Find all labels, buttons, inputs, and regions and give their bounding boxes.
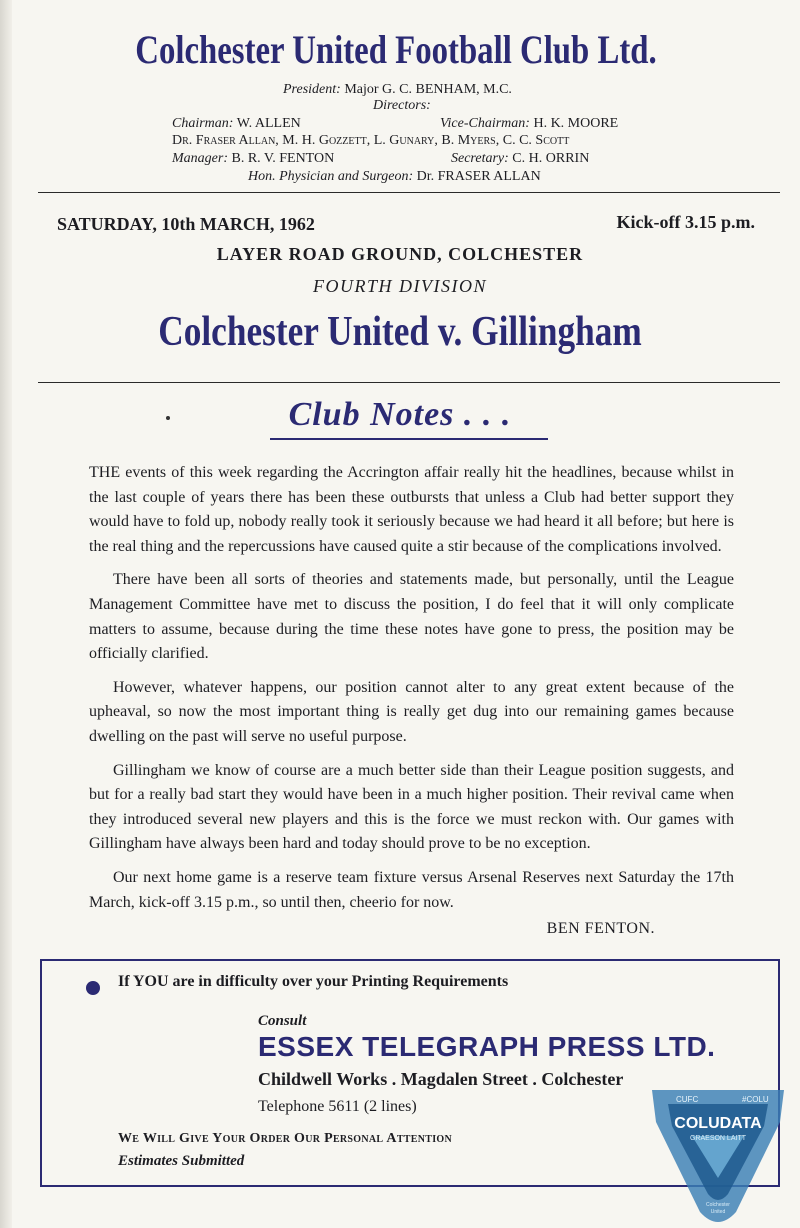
match-date: SATURDAY, 10th MARCH, 1962: [57, 214, 315, 234]
bullet-icon: [86, 981, 100, 995]
watermark-tr-text: #COLU: [742, 1095, 769, 1104]
manager-label: Manager:: [172, 151, 228, 166]
fixture-divider: [38, 382, 780, 383]
notes-paragraph: Gillingham we know of course are a much better side than their League position suggests, and but for a really bad start they would have been in a much higher position. Their revival came when they introduced several new players and this is the force we must reckon with. Our games with Gillingham have always been hard and today should prove to be no exception.: [89, 761, 734, 853]
directors-label: Directors:: [373, 98, 431, 113]
advert-address: Childwell Works . Magdalen Street . Colchester: [258, 1069, 624, 1089]
chairman-line: [172, 116, 301, 132]
advert-order-line: We Will Give Your Order Our Personal Attention: [118, 1131, 453, 1146]
club-notes-heading: Club Notes . . .: [288, 396, 512, 433]
kickoff-time: Kick-off 3.15 p.m.: [616, 212, 755, 232]
physician-name: Dr. FRASER ALLAN: [416, 169, 541, 184]
secretary-label: Secretary:: [451, 151, 509, 166]
notes-signoff: BEN FENTON.: [546, 920, 655, 937]
manager-line: [172, 151, 334, 167]
coludata-watermark-logo: [648, 1082, 788, 1228]
advert-estimates: Estimates Submitted: [118, 1153, 245, 1169]
vice-chairman-label: Vice-Chairman:: [440, 116, 530, 131]
president-label: President:: [283, 82, 341, 97]
chairman-name: W. ALLEN: [236, 116, 301, 131]
directors-list: Dr. Fraser Allan, M. H. Gozzett, L. Gunary, B. Myers, C. C. Scott: [172, 133, 570, 148]
advert-telephone: Telephone 5611 (2 lines): [258, 1098, 417, 1115]
notes-paragraph: THE events of this week regarding the Accrington affair really hit the headlines, because whilst in the last couple of years there has been these outbursts that unless a Club had better support they would have to fold up, nobody really took it seriously because we had heard it all before; but here is the real thing and the repercussions have caused quite a stir because of the complications involved.: [89, 464, 734, 555]
division-name: FOURTH DIVISION: [313, 276, 487, 296]
club-notes-body: [89, 461, 734, 924]
physician-label: Hon. Physician and Surgeon:: [248, 169, 414, 184]
vice-chairman-name: H. K. MOORE: [533, 116, 619, 131]
heading-underline: [270, 438, 548, 440]
chairman-label: Chairman:: [172, 116, 234, 131]
watermark-name: COLUDATA: [674, 1115, 762, 1132]
watermark-sub1: Colchester: [706, 1202, 730, 1208]
ground-name: LAYER ROAD GROUND, COLCHESTER: [216, 244, 584, 264]
page-spine-shadow: [0, 0, 12, 1228]
header-divider: [38, 192, 780, 193]
vice-chairman-line: [440, 116, 618, 132]
physician-line: [248, 169, 541, 185]
president-name: Major G. C. BENHAM, M.C.: [344, 82, 512, 97]
fixture-title: Colchester United v. Gillingham: [158, 309, 642, 355]
advert-consult: Consult: [258, 1013, 307, 1029]
secretary-name: C. H. ORRIN: [512, 151, 590, 166]
notes-paragraph: There have been all sorts of theories and statements made, but personally, until the League Management Committee have met to discuss the position, I do feel that it will only complicate matters to assume, because during the time these notes have gone to press, the position may be officially clarified.: [89, 571, 734, 663]
advert-company-name: ESSEX TELEGRAPH PRESS LTD.: [258, 1031, 716, 1062]
secretary-line: [451, 151, 589, 167]
club-name-title: Colchester United Football Club Ltd.: [135, 27, 657, 72]
watermark-tl-text: CUFC: [676, 1095, 699, 1104]
advert-headline: If YOU are in difficulty over your Printing Requirements: [118, 973, 509, 990]
watermark-author: GRAESON LAITT: [689, 1135, 747, 1142]
president-line: [283, 82, 512, 98]
watermark-sub2: United: [710, 1209, 726, 1215]
notes-paragraph: Our next home game is a reserve team fixture versus Arsenal Reserves next Saturday the 17th March, kick-off 3.15 p.m., so until then, cheerio for now.: [89, 868, 734, 911]
manager-name: B. R. V. FENTON: [231, 151, 335, 166]
notes-paragraph: However, whatever happens, our position cannot alter to any great extent because of the upheaval, so now the most important thing is really get dug into our remaining games because dwelling on the past will serve no useful purpose.: [89, 678, 734, 745]
